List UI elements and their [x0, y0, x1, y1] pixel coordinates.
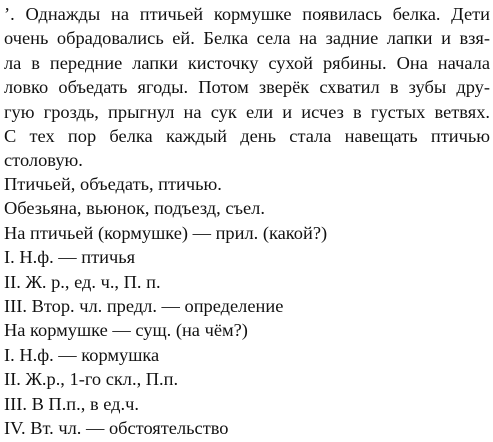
grammar-analysis: [4, 172, 490, 440]
text-line: гую гроздь, прыгнул на сук ели и исчез в густых ветвях.: [4, 101, 490, 122]
analysis-line: На птичьей (кормушке) — прил. (какой?): [4, 222, 328, 243]
analysis-line: IV. Вт. чл. — обстоятельство: [4, 417, 229, 438]
analysis-line: III. Втор. чл. предл. — определение: [4, 295, 284, 316]
text-line: очень обрадовались ей. Белка села на задние лапки и взя-: [4, 28, 490, 49]
exercise-text: [4, 2, 490, 173]
text-line: С тех пор белка каждый день стала навещать птичью: [4, 125, 490, 146]
analysis-line: III. В П.п., в ед.ч.: [4, 393, 139, 414]
analysis-line: II. Ж. р., ед. ч., П. п.: [4, 271, 161, 292]
text-line: ла в передние лапки кисточку сухой рябины. Она начала: [4, 52, 490, 73]
text-line: ловко объедать ягоды. Потом зверёк схватил в зубы дру-: [4, 77, 490, 98]
analysis-line: I. Н.ф. — кормушка: [4, 344, 160, 365]
analysis-line: Обезьяна, вьюнок, подъезд, съел.: [4, 198, 265, 219]
analysis-line: I. Н.ф. — птичья: [4, 247, 136, 268]
text-line: ’. Однажды на птичьей кормушке появилась белка. Дети: [4, 4, 490, 24]
analysis-line: II. Ж.р., 1-го скл., П.п.: [4, 369, 179, 390]
analysis-line: Птичьей, объедать, птичью.: [4, 174, 222, 194]
analysis-line: На кормушке — сущ. (на чём?): [4, 320, 248, 341]
text-line: столовую.: [4, 150, 83, 171]
